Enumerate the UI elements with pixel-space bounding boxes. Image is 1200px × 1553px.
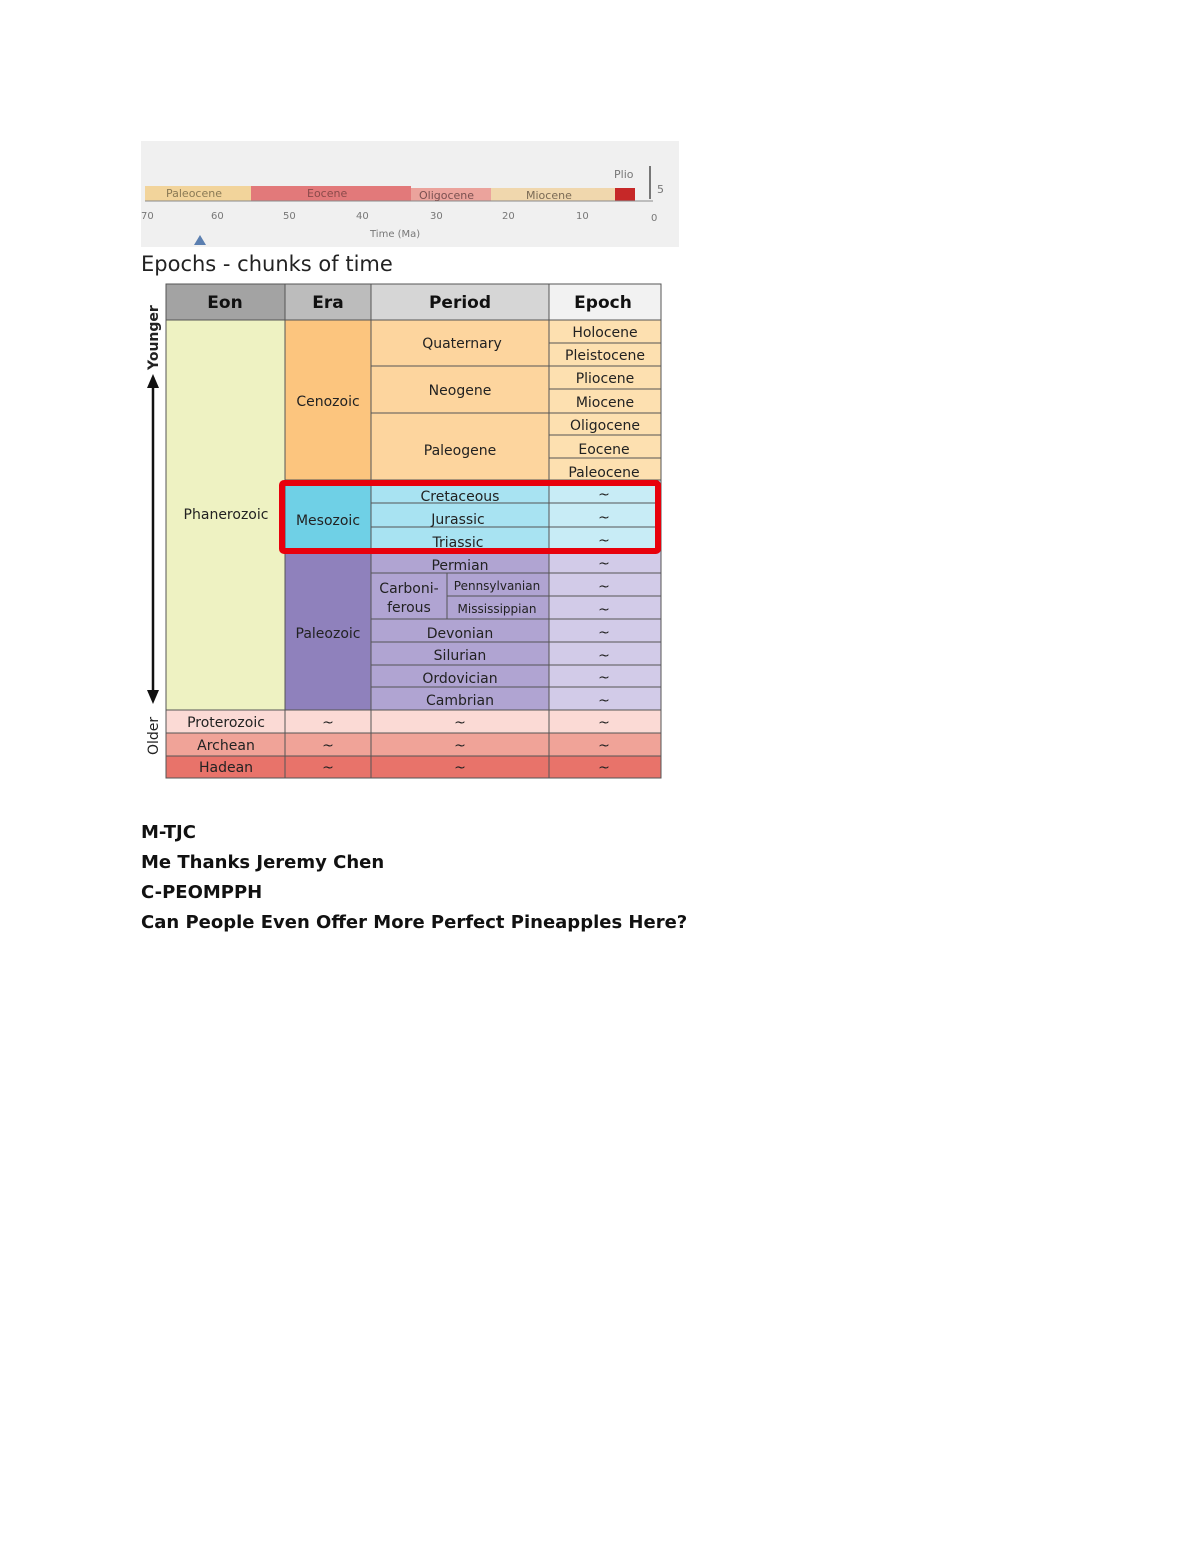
timeline-label-oligocene: Oligocene bbox=[419, 189, 475, 202]
period-devonian: Devonian bbox=[426, 626, 494, 642]
epoch-tilde: ~ bbox=[598, 579, 610, 595]
header-epoch: Epoch bbox=[574, 293, 632, 313]
timeline-tick: 60 bbox=[211, 211, 224, 222]
timeline-band-pliocene bbox=[615, 188, 635, 201]
timeline-tick: 50 bbox=[283, 211, 296, 222]
era-cenozoic: Cenozoic bbox=[296, 394, 360, 410]
period-triassic: Triassic bbox=[432, 535, 484, 551]
epoch-miocene: Miocene bbox=[575, 395, 635, 411]
epoch-eocene: Eocene bbox=[578, 442, 630, 458]
timeline-tick: 70 bbox=[141, 211, 154, 222]
epoch-tilde: ~ bbox=[598, 533, 610, 549]
epoch-tilde: ~ bbox=[598, 670, 610, 686]
period-cretaceous: Cretaceous bbox=[420, 489, 500, 505]
epoch-tilde: ~ bbox=[598, 625, 610, 641]
eon-hadean: Hadean bbox=[198, 760, 254, 776]
period-carboniferous-line2: ferous bbox=[387, 600, 431, 616]
era-tilde: ~ bbox=[322, 715, 334, 731]
geologic-time-table bbox=[141, 282, 666, 782]
eon-archean: Archean bbox=[197, 738, 255, 754]
epoch-pliocene: Pliocene bbox=[575, 371, 635, 387]
epoch-tilde: ~ bbox=[598, 510, 610, 526]
mnemonic-notes bbox=[141, 818, 687, 938]
epoch-timeline bbox=[141, 141, 679, 247]
epoch-paleocene: Paleocene bbox=[568, 465, 640, 481]
arrow-label-older: Older bbox=[146, 716, 162, 755]
period-quaternary: Quaternary bbox=[422, 336, 502, 352]
timeline-tick: 10 bbox=[576, 211, 589, 222]
period-neogene: Neogene bbox=[428, 383, 492, 399]
period-paleogene: Paleogene bbox=[423, 443, 497, 459]
note-line: Can People Even Offer More Perfect Pineapples Here? bbox=[141, 912, 688, 933]
epoch-pleistocene: Pleistocene bbox=[565, 348, 645, 364]
period-tilde: ~ bbox=[454, 738, 466, 754]
period-tilde: ~ bbox=[454, 760, 466, 776]
epoch-tilde: ~ bbox=[598, 556, 610, 572]
header-period: Period bbox=[428, 293, 492, 313]
timeline-label-paleocene: Paleocene bbox=[166, 187, 222, 200]
epoch-tilde: ~ bbox=[598, 487, 610, 503]
timeline-label-plio: Plio bbox=[614, 168, 634, 181]
period-permian: Permian bbox=[431, 558, 489, 574]
header-era: Era bbox=[312, 293, 344, 313]
period-tilde: ~ bbox=[454, 715, 466, 731]
epoch-tilde: ~ bbox=[598, 648, 610, 664]
arrow-label-younger: Younger bbox=[146, 305, 162, 370]
era-tilde: ~ bbox=[322, 738, 334, 754]
era-tilde: ~ bbox=[322, 760, 334, 776]
arrow-up-icon bbox=[147, 374, 159, 388]
note-line: Me Thanks Jeremy Chen bbox=[141, 852, 385, 873]
header-eon: Eon bbox=[207, 293, 243, 313]
epoch-tilde: ~ bbox=[598, 602, 610, 618]
period-jurassic: Jurassic bbox=[431, 512, 485, 528]
epoch-tilde: ~ bbox=[598, 715, 610, 731]
geologic-table-svg bbox=[141, 282, 666, 782]
timeline-tick: 0 bbox=[651, 213, 658, 224]
epoch-tilde: ~ bbox=[598, 738, 610, 754]
epoch-tilde: ~ bbox=[598, 760, 610, 776]
period-ordovician: Ordovician bbox=[422, 671, 498, 687]
period-mississippian: Mississippian bbox=[457, 602, 537, 616]
period-cambrian: Cambrian bbox=[426, 693, 494, 709]
timeline-axis-label: Time (Ma) bbox=[370, 229, 421, 240]
epoch-tilde: ~ bbox=[598, 693, 610, 709]
note-line: M-TJC bbox=[141, 822, 196, 843]
period-carboniferous-line1: Carboni- bbox=[379, 581, 439, 597]
era-mesozoic: Mesozoic bbox=[295, 513, 361, 529]
timeline-tick: 20 bbox=[502, 211, 515, 222]
timeline-svg bbox=[141, 141, 679, 247]
timeline-tick: 40 bbox=[356, 211, 369, 222]
timeline-label-eocene: Eocene bbox=[307, 187, 348, 200]
note-line: C-PEOMPPH bbox=[141, 882, 263, 903]
eon-phanerozoic: Phanerozoic bbox=[183, 507, 269, 523]
epoch-holocene: Holocene bbox=[572, 325, 638, 341]
period-silurian: Silurian bbox=[433, 648, 487, 664]
era-paleozoic: Paleozoic bbox=[295, 626, 361, 642]
arrow-down-icon bbox=[147, 690, 159, 704]
timeline-tick: 30 bbox=[430, 211, 443, 222]
period-pennsylvanian: Pennsylvanian bbox=[453, 579, 541, 593]
eon-proterozoic: Proterozoic bbox=[187, 715, 265, 731]
timeline-label-miocene: Miocene bbox=[526, 189, 572, 202]
caption: Epochs - chunks of time bbox=[141, 252, 393, 276]
timeline-side-label: 5 bbox=[657, 183, 664, 196]
epoch-oligocene: Oligocene bbox=[569, 418, 641, 434]
